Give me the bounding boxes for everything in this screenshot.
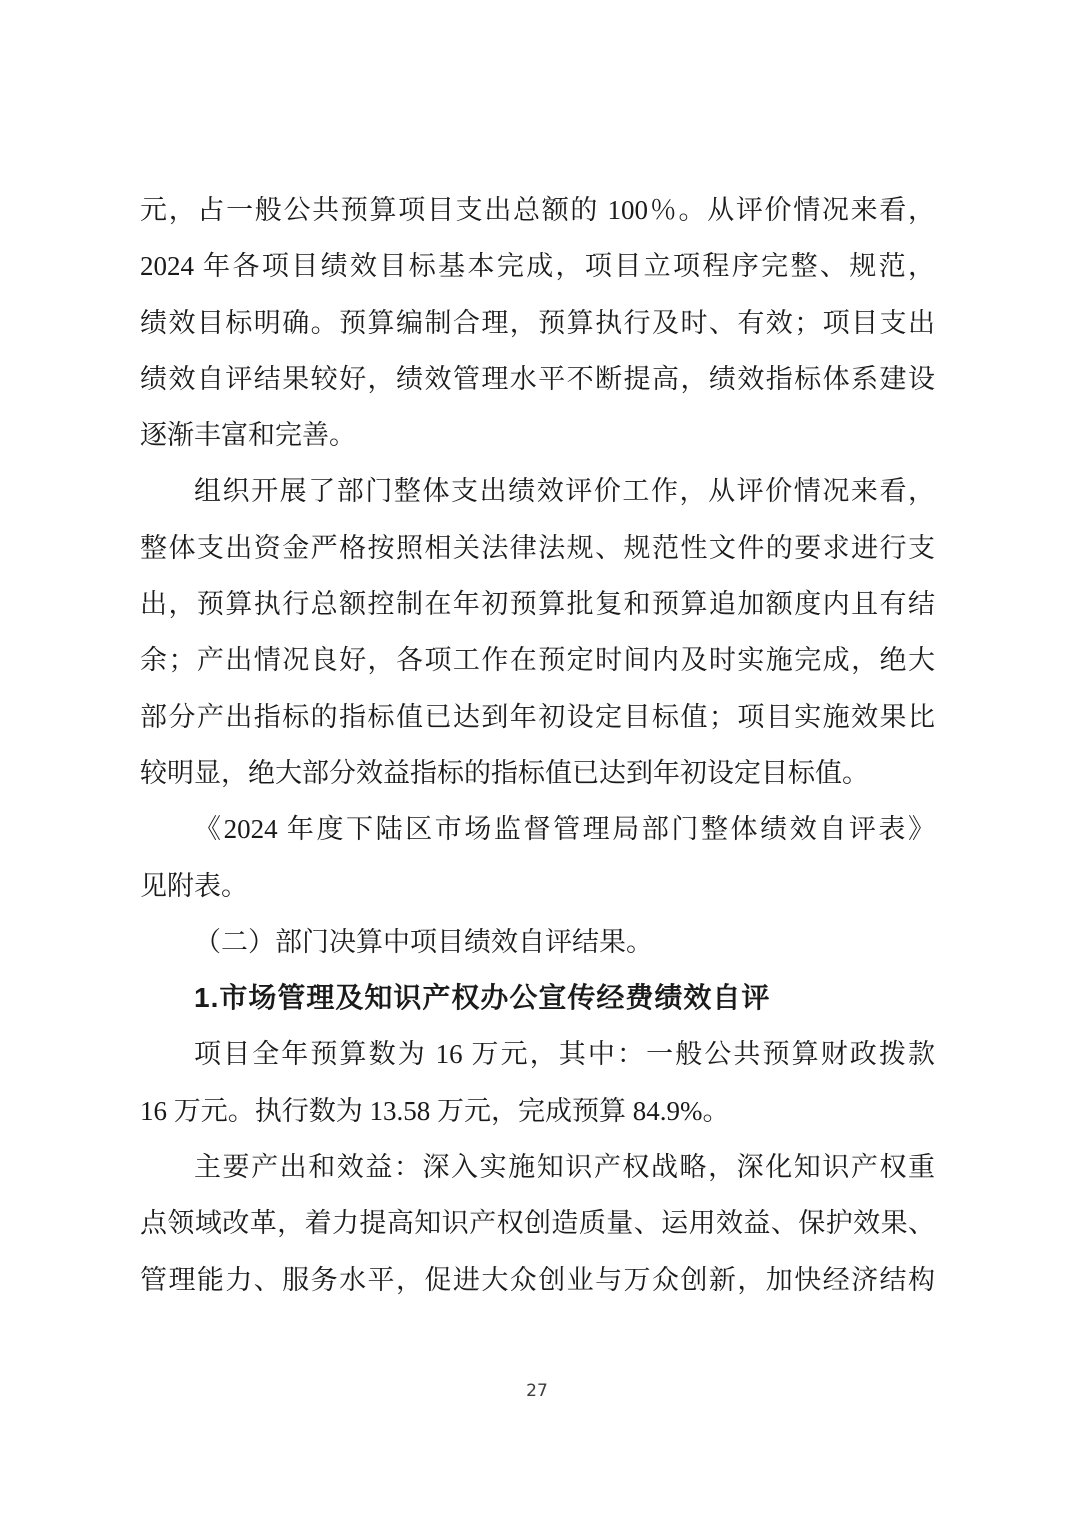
text-line: 余；产出情况良好，各项工作在预定时间内及时实施完成，绝大 <box>140 645 935 676</box>
text-line: 绩效自评结果较好，绩效管理水平不断提高，绩效指标体系建设 <box>140 363 935 394</box>
text-line: 组织开展了部门整体支出绩效评价工作，从评价情况来看， <box>194 476 935 507</box>
text-line: 管理能力、服务水平，促进大众创业与万众创新，加快经济结构 <box>140 1264 935 1295</box>
page-number: 27 <box>526 1381 548 1401</box>
text-line: 出，预算执行总额控制在年初预算批复和预算追加额度内且有结 <box>140 589 935 620</box>
document-body <box>140 182 935 1308</box>
text-line: （二）部门决算中项目绩效自评结果。 <box>194 926 653 957</box>
text-line: 绩效目标明确。预算编制合理，预算执行及时、有效；项目支出 <box>140 307 935 338</box>
paragraph <box>140 463 935 801</box>
text-line: 逐渐丰富和完善。 <box>140 420 356 451</box>
text-line: 较明显，绝大部分效益指标的指标值已达到年初设定目标值。 <box>140 757 869 788</box>
text-line: 整体支出资金严格按照相关法律法规、规范性文件的要求进行支 <box>140 532 935 563</box>
text-line: 部分产出指标的指标值已达到年初设定目标值；项目实施效果比 <box>140 701 935 732</box>
text-line: 项目全年预算数为 16 万元，其中：一般公共预算财政拨款 <box>194 1039 935 1070</box>
paragraph <box>140 1139 935 1308</box>
text-line: 2024 年各项目绩效目标基本完成，项目立项程序完整、规范， <box>140 251 935 282</box>
text-line: 元，占一般公共预算项目支出总额的 100％。从评价情况来看， <box>140 195 935 225</box>
paragraph <box>140 914 935 970</box>
text-line: 点领域改革，着力提高知识产权创造质量、运用效益、保护效果、 <box>140 1208 935 1239</box>
section-heading <box>140 970 935 1026</box>
paragraph <box>140 801 935 914</box>
paragraph <box>140 182 935 463</box>
text-line: 《2024 年度下陆区市场监督管理局部门整体绩效自评表》 <box>194 814 935 845</box>
text-line: 主要产出和效益：深入实施知识产权战略，深化知识产权重 <box>194 1152 935 1183</box>
text-line: 见附表。 <box>140 870 248 901</box>
text-line: 16 万元。执行数为 13.58 万元，完成预算 84.9%。 <box>140 1095 730 1126</box>
heading-text-line: 1.市场管理及知识产权办公宣传经费绩效自评 <box>194 982 771 1014</box>
paragraph <box>140 1026 935 1139</box>
